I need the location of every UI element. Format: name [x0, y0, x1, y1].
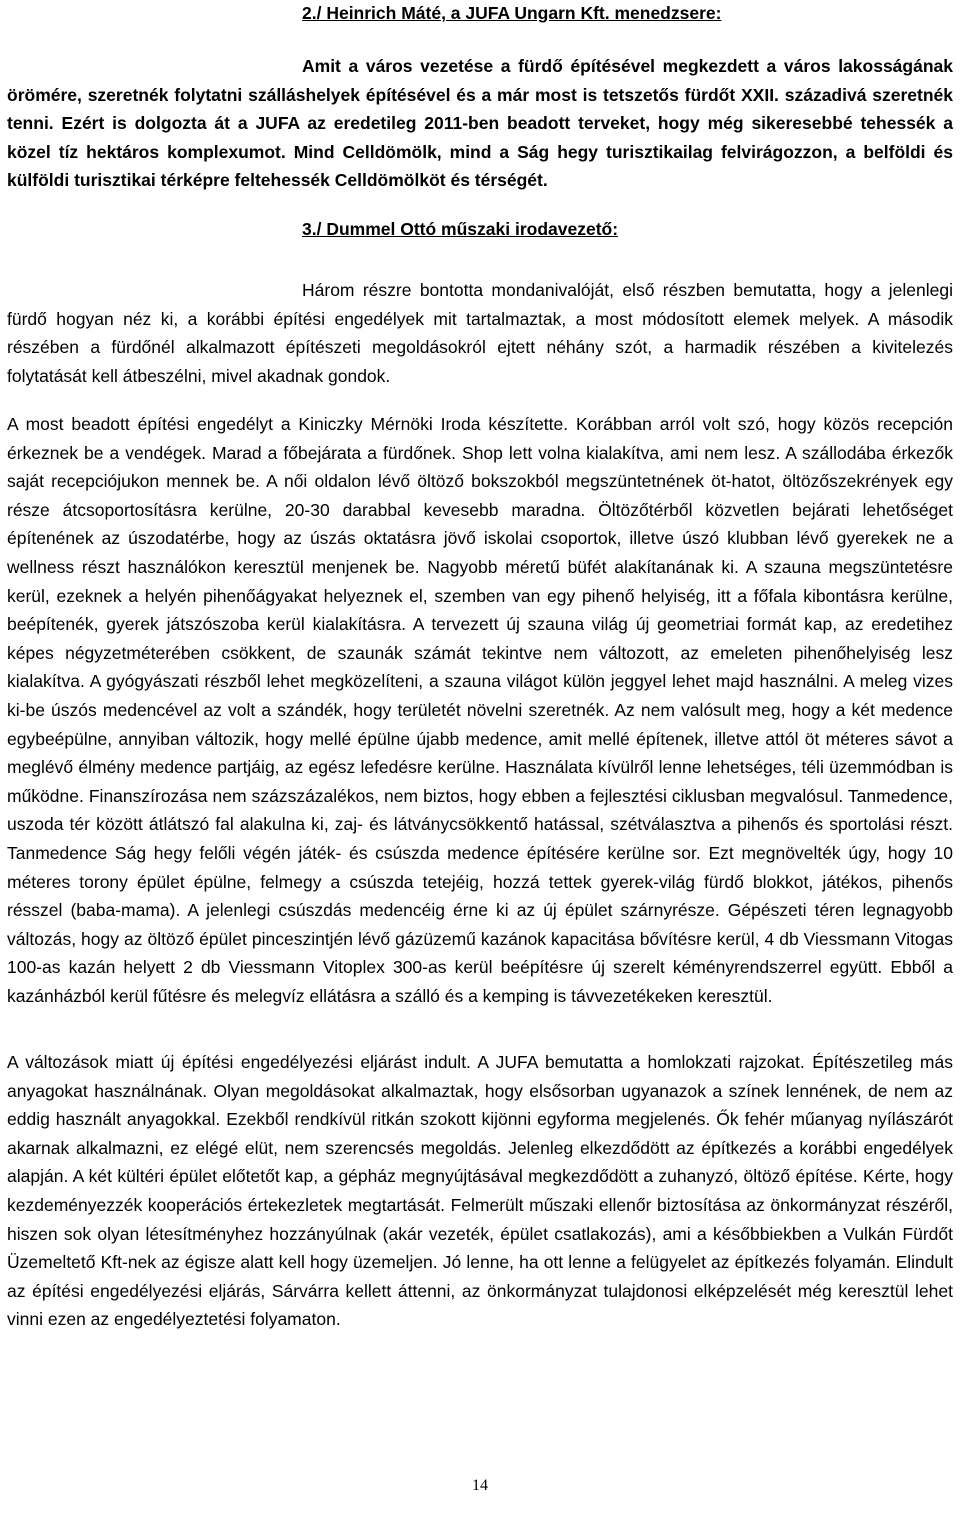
section-3-paragraph-2: A most beadott építési engedélyt a Kiniczky Mérnöki Iroda készítette. Korábban arról volt szó, hogy közös recepción érkeznek be a vendégek. Marad a főbejárata a fürdőnek. Shop lett volna kialakítva, ami nem lesz. A szállodába érkezők saját recepciójukon mennek be. A női oldalon lévő öltöző bokszokból megszüntetnének öt-hatot, öltözőszekrények egy része átcsoportosításra kerülne, 20-30 darabbal kevesebb maradna. Öltözőtérből közvetlen bejárati lehetőséget építenének az úszodatérbe, hogy az úszás oktatásra jövő iskolai csoportok, illetve úszó klubban lévő gyerekek ne a wellness részt használókon keresztül menjenek be. Nagyobb méretű büfét alakítanának ki. A szauna megszüntetésre kerül, ezeknek a helyén pihenőágyakat helyeznek el, szemben van egy pihenő helyiség, itt a főfala kibontásra kerülne, beépítenék, gyerek játszószoba kerül kialakításra. A tervezett új szauna világ új geometriai formát kap, az eredetihez képes négyzetméterében csökkent, de szaunák számát tekintve nem változott, az emeleten pihenőhelyiség lesz kialakítva. A gyógyászati részből lehet megközelíteni, a szauna világot külön jeggyel lehet majd használni. A meleg vizes ki-be úszós medencével az volt a szándék, hogy területét növelni szeretnék. Az nem valósult meg, hogy a két medence egybeépülne, annyiban változik, hogy mellé épülne újabb medence, amit mellé építenek, illetve attól öt méteres sávot a meglévő élmény medence partjáig, az egész lefedésre kerülne. Használata kívülről lenne lehetséges, téli üzemmódban is működne. Finanszírozása nem százszázalékos, nem biztos, hogy ebben a fejlesztési ciklusban megvalósul. Tanmedence, uszoda tér között átlátszó fal alakulna ki, zaj- és látványcsökkentő hatással, szétválasztva a pihenős és sportolási részt. Tanmedence Ság hegy felőli végén játék- és csúszda medence építésére kerülne sor. Ezt megnövelték úgy, hogy 10 méteres torony épület épülne, felmegy a csúszda tetejéig, hozzá tettek gyerek-világ fürdő blokkot, játékos, pihenős résszel (baba-mama). A jelenlegi csúszdás medencéig érne ki az új épület szárnyrésze. Gépészeti téren legnagyobb változás, hogy az öltöző épület pinceszintjén lévő gázüzemű kazánok kapacitása bővítésre kerül, 4 db Viessmann Vitogas 100-as kazán helyett 2 db Viessmann Vitoplex 300-as kerül beépítésre új szerelt kéményrendszerrel együtt. Ebből a kazánházból kerül fűtésre és melegvíz ellátásra a szálló és a kemping is távvezetékeken keresztül.: [7, 414, 953, 1006]
section-2-paragraph: Amit a város vezetése a fürdő építésével megkezdett a város lakosságának örömére, szeretnék folytatni szálláshelyek építésével és a már most is tetszetős fürdőt XXII. századivá szeretnék tenni. Ezért is dolgozta át a JUFA az eredetileg 2011-ben beadott terveket, hogy még sikeresebbé tehessék a közel tíz hektáros komplexumot. Mind Celldömölk, mind a Ság hegy turisztikailag felvirágozzon, a belföldi és külföldi turisztikai térképre feltehessék Celldömölköt és térségét.: [7, 56, 953, 191]
section-3-heading: 3./ Dummel Ottó műszaki irodavezető:: [302, 219, 619, 239]
page-number: 14: [472, 1477, 488, 1494]
section-2-heading: 2./ Heinrich Máté, a JUFA Ungarn Kft. menedzsere:: [302, 3, 722, 23]
section-3-paragraph-3: A változások miatt új építési engedélyezési eljárást indult. A JUFA bemutatta a homlokzati rajzokat. Építészetileg más anyagokat használnának. Olyan megoldásokat alkalmaztak, hogy elsősorban ugyanazok a színek lennének, de nem az eddig használt anyagokkal. Ezekből rendkívül ritkán szokott kijönni egyforma megjelenés. Ők fehér műanyag nyílászárót akarnak alkalmazni, ez elégé elüt, nem szerencsés megoldás. Jelenleg elkezdődött az építkezés a korábbi engedélyek alapján. A két kültéri épület előtetőt kap, a gépház megnyújtásával megkezdődött a zuhanyzó, öltöző építése. Kérte, hogy kezdeményezzék kooperációs értekezletek megtartását. Felmerült műszaki ellenőr biztosítása az önkormányzat részéről, hiszen sok olyan létesítményhez hozzányúlnak (akár vezeték, épület csatlakozás), ami a későbbiekben a Vulkán Fürdőt Üzemeltető Kft-nek az égisze alatt kell hogy üzemeljen. Jó lenne, ha ott lenne a felügyelet az építkezés folyamán. Elindult az építési engedélyezési eljárás, Sárvárra kellett áttenni, az önkormányzat tulajdonosi elképzelését még keresztül lehet vinni ezen az engedélyeztetési folyamaton.: [7, 1052, 953, 1330]
section-3-paragraph-1: Három részre bontotta mondanivalóját, első részben bemutatta, hogy a jelenlegi fürdő hogyan néz ki, a korábbi építési engedélyek mit tartalmaztak, a most módosított elemek melyek. A második részében a fürdőnél alkalmazott építészeti megoldásokról ejtett néhány szót, a harmadik részében a kivitelezés folytatását kell átbeszélni, mivel akadnak gondok.: [7, 280, 953, 386]
